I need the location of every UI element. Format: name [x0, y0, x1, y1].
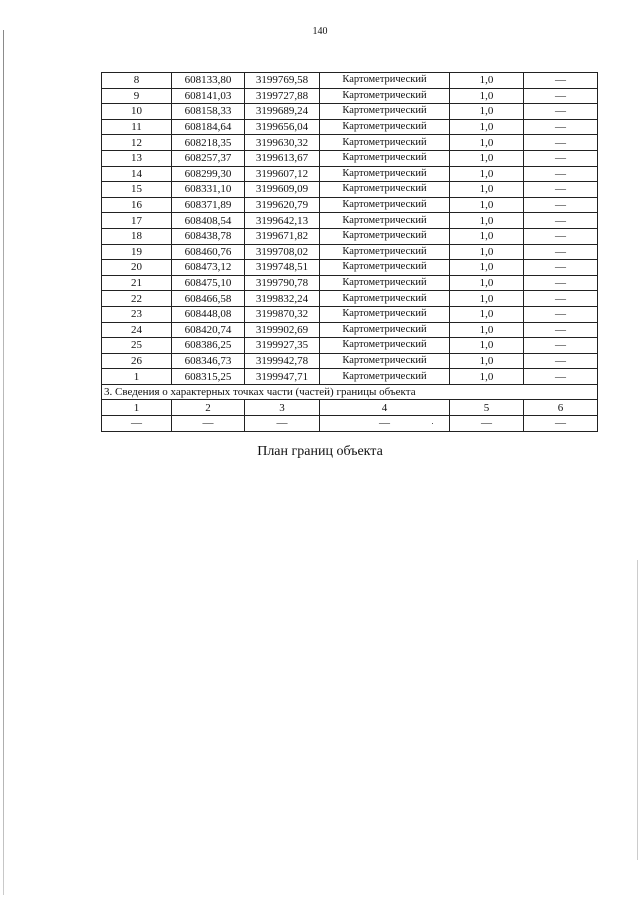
note-cell: —	[524, 88, 598, 104]
note-cell: —	[524, 353, 598, 369]
point-number-cell: 18	[102, 228, 172, 244]
method-cell: Картометрический	[320, 369, 450, 385]
accuracy-cell: 1,0	[450, 119, 524, 135]
note-cell: —	[524, 275, 598, 291]
point-number-cell: 22	[102, 291, 172, 307]
y-coordinate-cell: 3199607,12	[245, 166, 320, 182]
note-cell: —	[524, 228, 598, 244]
accuracy-cell: 1,0	[450, 135, 524, 151]
point-number-cell: 14	[102, 166, 172, 182]
x-coordinate-cell: 608346,73	[172, 353, 245, 369]
method-cell: Картометрический	[320, 88, 450, 104]
accuracy-cell: 1,0	[450, 306, 524, 322]
method-cell: Картометрический	[320, 353, 450, 369]
y-coordinate-cell: 3199942,78	[245, 353, 320, 369]
x-coordinate-cell: 608408,54	[172, 213, 245, 229]
point-number-cell: 21	[102, 275, 172, 291]
accuracy-cell: 1,0	[450, 228, 524, 244]
section3-empty-cell: —	[102, 416, 172, 432]
table-row	[102, 213, 598, 229]
x-coordinate-cell: 608420,74	[172, 322, 245, 338]
point-number-cell: 10	[102, 104, 172, 120]
table-row	[102, 306, 598, 322]
y-coordinate-cell: 3199727,88	[245, 88, 320, 104]
accuracy-cell: 1,0	[450, 291, 524, 307]
accuracy-cell: 1,0	[450, 338, 524, 354]
x-coordinate-cell: 608257,37	[172, 150, 245, 166]
table-row	[102, 182, 598, 198]
accuracy-cell: 1,0	[450, 182, 524, 198]
method-cell: Картометрический	[320, 322, 450, 338]
x-coordinate-cell: 608466,58	[172, 291, 245, 307]
method-cell: Картометрический	[320, 197, 450, 213]
method-cell: Картометрический	[320, 306, 450, 322]
accuracy-cell: 1,0	[450, 322, 524, 338]
y-coordinate-cell: 3199620,79	[245, 197, 320, 213]
note-cell: —	[524, 135, 598, 151]
point-number-cell: 16	[102, 197, 172, 213]
scan-speck	[432, 423, 433, 424]
table-row	[102, 369, 598, 385]
point-number-cell: 17	[102, 213, 172, 229]
x-coordinate-cell: 608371,89	[172, 197, 245, 213]
method-cell: Картометрический	[320, 166, 450, 182]
table-row	[102, 322, 598, 338]
table-row	[102, 150, 598, 166]
x-coordinate-cell: 608158,33	[172, 104, 245, 120]
method-cell: Картометрический	[320, 244, 450, 260]
section3-empty-cell: —	[320, 416, 450, 432]
x-coordinate-cell: 608386,25	[172, 338, 245, 354]
y-coordinate-cell: 3199689,24	[245, 104, 320, 120]
scan-left-edge-line	[3, 30, 4, 895]
accuracy-cell: 1,0	[450, 166, 524, 182]
note-cell: —	[524, 73, 598, 89]
note-cell: —	[524, 369, 598, 385]
y-coordinate-cell: 3199642,13	[245, 213, 320, 229]
note-cell: —	[524, 306, 598, 322]
x-coordinate-cell: 608133,80	[172, 73, 245, 89]
y-coordinate-cell: 3199769,58	[245, 73, 320, 89]
section3-header-cell: 1	[102, 400, 172, 416]
table-row	[102, 338, 598, 354]
table-row	[102, 166, 598, 182]
point-number-cell: 20	[102, 260, 172, 276]
point-number-cell: 11	[102, 119, 172, 135]
table-row	[102, 119, 598, 135]
section3-header-cell: 6	[524, 400, 598, 416]
y-coordinate-cell: 3199790,78	[245, 275, 320, 291]
note-cell: —	[524, 197, 598, 213]
point-number-cell: 12	[102, 135, 172, 151]
table-row	[102, 73, 598, 89]
note-cell: —	[524, 182, 598, 198]
section3-empty-cell: —	[245, 416, 320, 432]
boundary-points-table	[101, 72, 598, 432]
y-coordinate-cell: 3199748,51	[245, 260, 320, 276]
table-row	[102, 291, 598, 307]
section3-header-cell: 3	[245, 400, 320, 416]
section3-empty-row	[102, 416, 598, 432]
point-number-cell: 24	[102, 322, 172, 338]
table-row	[102, 353, 598, 369]
accuracy-cell: 1,0	[450, 88, 524, 104]
point-number-cell: 9	[102, 88, 172, 104]
x-coordinate-cell: 608438,78	[172, 228, 245, 244]
section3-title: 3. Сведения о характерных точках части (частей) границы объекта	[102, 384, 598, 400]
y-coordinate-cell: 3199902,69	[245, 322, 320, 338]
table-row	[102, 135, 598, 151]
point-number-cell: 13	[102, 150, 172, 166]
y-coordinate-cell: 3199630,32	[245, 135, 320, 151]
table-row	[102, 244, 598, 260]
note-cell: —	[524, 166, 598, 182]
x-coordinate-cell: 608218,35	[172, 135, 245, 151]
point-number-cell: 25	[102, 338, 172, 354]
y-coordinate-cell: 3199708,02	[245, 244, 320, 260]
method-cell: Картометрический	[320, 213, 450, 229]
accuracy-cell: 1,0	[450, 104, 524, 120]
x-coordinate-cell: 608141,03	[172, 88, 245, 104]
y-coordinate-cell: 3199927,35	[245, 338, 320, 354]
y-coordinate-cell: 3199832,24	[245, 291, 320, 307]
scan-right-edge-line	[637, 560, 638, 860]
note-cell: —	[524, 260, 598, 276]
y-coordinate-cell: 3199656,04	[245, 119, 320, 135]
accuracy-cell: 1,0	[450, 353, 524, 369]
method-cell: Картометрический	[320, 104, 450, 120]
y-coordinate-cell: 3199947,71	[245, 369, 320, 385]
table-row	[102, 275, 598, 291]
accuracy-cell: 1,0	[450, 150, 524, 166]
method-cell: Картометрический	[320, 135, 450, 151]
table-row	[102, 228, 598, 244]
method-cell: Картометрический	[320, 275, 450, 291]
accuracy-cell: 1,0	[450, 213, 524, 229]
points-table-body	[102, 73, 598, 385]
method-cell: Картометрический	[320, 338, 450, 354]
x-coordinate-cell: 608448,08	[172, 306, 245, 322]
section3-header-row	[102, 400, 598, 416]
table-row	[102, 104, 598, 120]
section3-header-cell: 2	[172, 400, 245, 416]
note-cell: —	[524, 244, 598, 260]
note-cell: —	[524, 150, 598, 166]
section3-header-cell: 4	[320, 400, 450, 416]
page-number: 140	[312, 26, 328, 37]
method-cell: Картометрический	[320, 182, 450, 198]
note-cell: —	[524, 119, 598, 135]
x-coordinate-cell: 608475,10	[172, 275, 245, 291]
accuracy-cell: 1,0	[450, 275, 524, 291]
section3-empty-cell: —	[524, 416, 598, 432]
x-coordinate-cell: 608184,64	[172, 119, 245, 135]
accuracy-cell: 1,0	[450, 244, 524, 260]
note-cell: —	[524, 213, 598, 229]
section3-empty-cell: —	[172, 416, 245, 432]
accuracy-cell: 1,0	[450, 73, 524, 89]
note-cell: —	[524, 104, 598, 120]
method-cell: Картометрический	[320, 73, 450, 89]
plan-title: План границ объекта	[257, 444, 383, 459]
method-cell: Картометрический	[320, 260, 450, 276]
section3-header-cell: 5	[450, 400, 524, 416]
table-row	[102, 88, 598, 104]
point-number-cell: 8	[102, 73, 172, 89]
note-cell: —	[524, 291, 598, 307]
method-cell: Картометрический	[320, 119, 450, 135]
method-cell: Картометрический	[320, 150, 450, 166]
x-coordinate-cell: 608331,10	[172, 182, 245, 198]
section3-empty-cell: —	[450, 416, 524, 432]
table-row	[102, 260, 598, 276]
y-coordinate-cell: 3199671,82	[245, 228, 320, 244]
x-coordinate-cell: 608315,25	[172, 369, 245, 385]
y-coordinate-cell: 3199870,32	[245, 306, 320, 322]
section3-title-row	[102, 384, 598, 400]
method-cell: Картометрический	[320, 228, 450, 244]
point-number-cell: 1	[102, 369, 172, 385]
point-number-cell: 15	[102, 182, 172, 198]
y-coordinate-cell: 3199613,67	[245, 150, 320, 166]
section3-body	[102, 384, 598, 431]
method-cell: Картометрический	[320, 291, 450, 307]
point-number-cell: 19	[102, 244, 172, 260]
y-coordinate-cell: 3199609,09	[245, 182, 320, 198]
note-cell: —	[524, 322, 598, 338]
x-coordinate-cell: 608473,12	[172, 260, 245, 276]
accuracy-cell: 1,0	[450, 369, 524, 385]
table-row	[102, 197, 598, 213]
point-number-cell: 26	[102, 353, 172, 369]
x-coordinate-cell: 608460,76	[172, 244, 245, 260]
accuracy-cell: 1,0	[450, 197, 524, 213]
note-cell: —	[524, 338, 598, 354]
x-coordinate-cell: 608299,30	[172, 166, 245, 182]
accuracy-cell: 1,0	[450, 260, 524, 276]
point-number-cell: 23	[102, 306, 172, 322]
